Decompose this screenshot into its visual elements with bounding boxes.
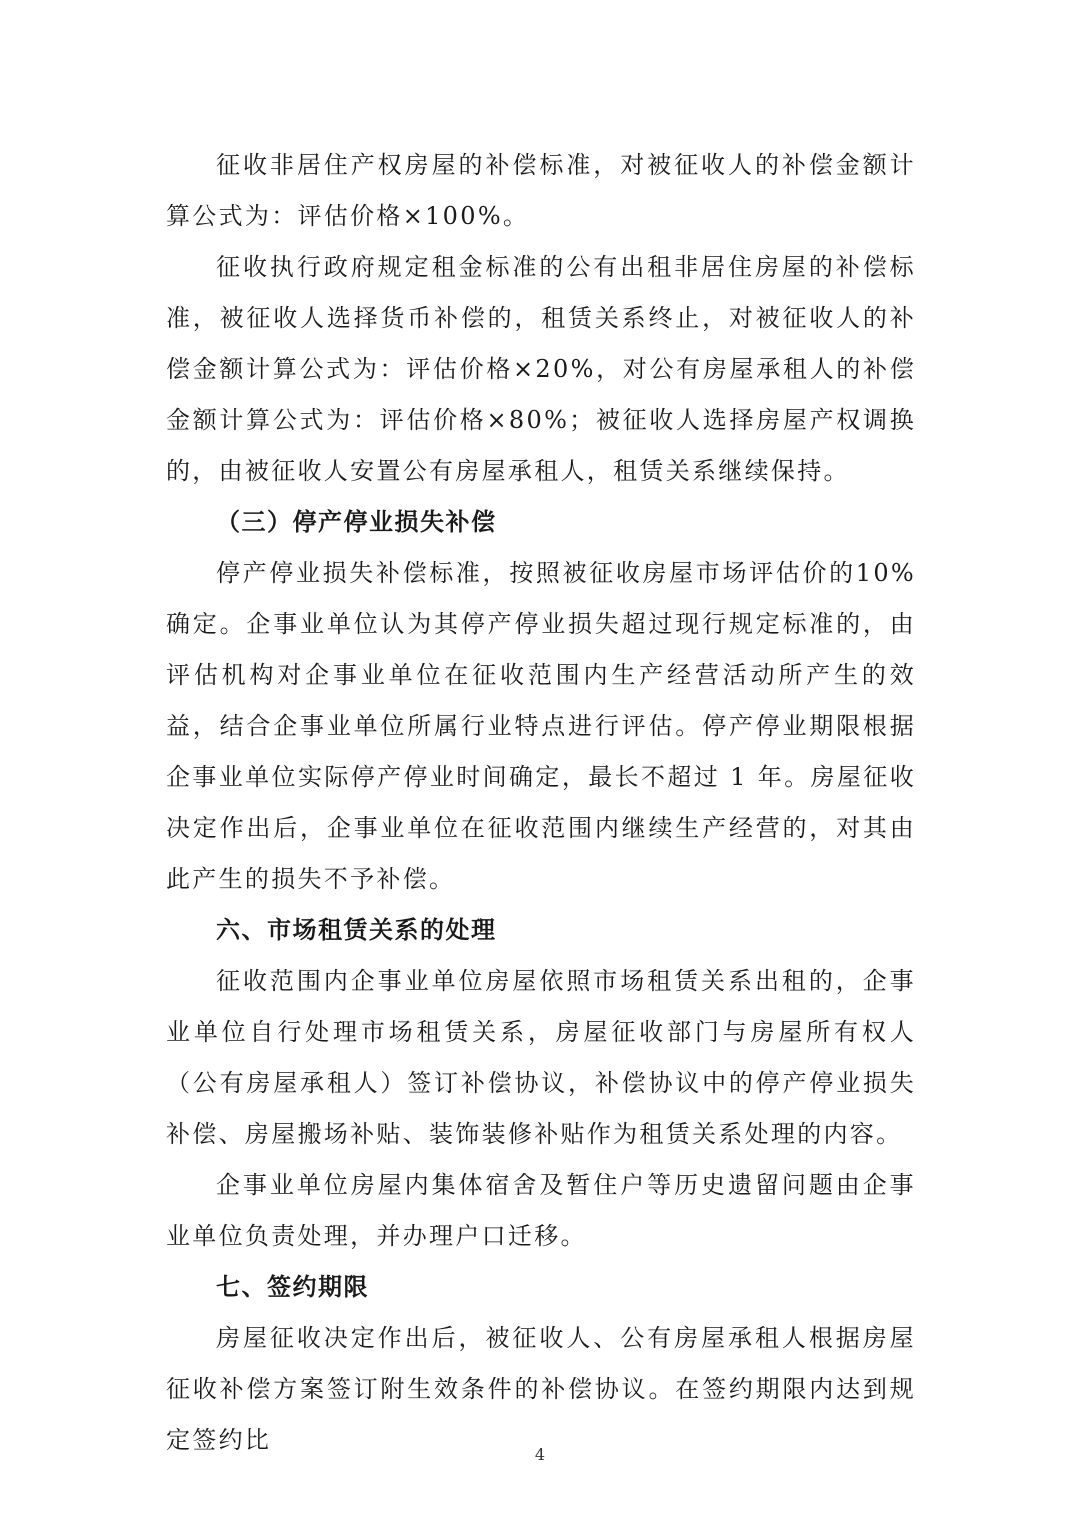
document-body (166, 140, 916, 1466)
paragraph-signing-period: 房屋征收决定作出后，被征收人、公有房屋承租人根据房屋征收补偿方案签订附生效条件的补偿协议。在签约期限内达到规定签约比 (166, 1324, 916, 1454)
paragraph-public-rental-compensation: 征收执行政府规定租金标准的公有出租非居住房屋的补偿标准，被征收人选择货币补偿的，租赁关系终止，对被征收人的补偿金额计算公式为：评估价格×20%，对公有房屋承租人的补偿金额计算公式为：评估价格×80%；被征收人选择房屋产权调换的，由被征收人安置公有房屋承租人，租赁关系继续保持。 (166, 253, 916, 485)
paragraph-dormitory-legacy: 企事业单位房屋内集体宿舍及暂住户等历史遗留问题由企事业单位负责处理，并办理户口迁移。 (166, 1171, 916, 1250)
section-heading-signing-period: 七、签约期限 (216, 1273, 369, 1301)
paragraph-compensation-standard: 征收非居住产权房屋的补偿标准，对被征收人的补偿金额计算公式为：评估价格×100%。 (166, 151, 916, 230)
section-heading-market-lease: 六、市场租赁关系的处理 (216, 916, 497, 944)
section-heading-business-loss: （三）停产停业损失补偿 (216, 508, 497, 536)
page-number: 4 (534, 1445, 546, 1464)
paragraph-market-lease-handling: 征收范围内企事业单位房屋依照市场租赁关系出租的，企事业单位自行处理市场租赁关系，房屋征收部门与房屋所有权人（公有房屋承租人）签订补偿协议，补偿协议中的停产停业损失补偿、房屋搬场补贴、装饰装修补贴作为租赁关系处理的内容。 (166, 967, 916, 1148)
paragraph-business-loss-compensation: 停产停业损失补偿标准，按照被征收房屋市场评估价的10%确定。企事业单位认为其停产停业损失超过现行规定标准的，由评估机构对企事业单位在征收范围内生产经营活动所产生的效益，结合企事业单位所属行业特点进行评估。停产停业期限根据企事业单位实际停产停业时间确定，最长不超过 1 年。房屋征收决定作出后，企事业单位在征收范围内继续生产经营的，对其由此产生的损失不予补偿。 (166, 559, 916, 893)
